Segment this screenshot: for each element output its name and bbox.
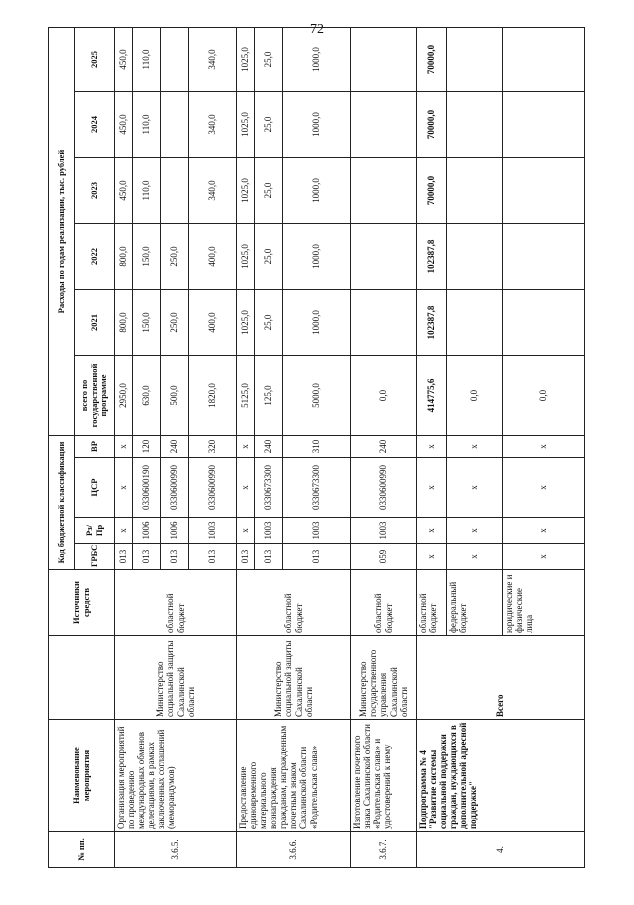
cell-year: 1000,0 [283,28,351,92]
cell-csr: 0330673300 [283,458,351,518]
cell-vr: 240 [255,436,283,458]
cell-vr: х [503,436,585,458]
cell-rzpr: х [237,518,255,544]
cell-year: 1000,0 [283,290,351,356]
cell-total: 500,0 [161,356,189,436]
row-source: областной бюджет [351,570,417,636]
cell-grbs: х [447,544,503,570]
cell-year: 800,0 [115,224,133,290]
program-total-label: Всего [417,636,585,720]
row-number: 3.6.7. [351,832,417,868]
cell-year: 102387,8 [417,224,447,290]
cell-year: 340,0 [189,28,237,92]
cell-grbs: 013 [283,544,351,570]
header-executor [49,636,115,720]
cell-grbs: 013 [255,544,283,570]
header-year: 2025 [75,28,115,92]
cell-total: 125,0 [255,356,283,436]
header-source: Источники средств [49,570,115,636]
cell-year [351,290,417,356]
cell-vr: 310 [283,436,351,458]
header-year: 2022 [75,224,115,290]
cell-year: 450,0 [115,92,133,158]
cell-year: 150,0 [133,290,161,356]
row-executor: Министерство государственного управления Сахалинской области [351,636,417,720]
cell-year: 1025,0 [237,290,255,356]
header-num: № пп. [49,832,115,868]
row-name: Организация мероприятий по проведению международных обменов делегациями, в рамках заключенных соглашений (меморандумов) [115,720,237,832]
cell-year [447,92,503,158]
cell-rzpr: х [417,518,447,544]
cell-year: 25,0 [255,224,283,290]
cell-year: 250,0 [161,290,189,356]
cell-rzpr: х [115,518,133,544]
cell-csr: х [503,458,585,518]
cell-year [351,224,417,290]
cell-csr: х [237,458,255,518]
row-executor: Министерство социальной защиты Сахалинской области [237,636,351,720]
cell-vr: х [417,436,447,458]
cell-year: 340,0 [189,158,237,224]
cell-rzpr: х [503,518,585,544]
cell-year [503,92,585,158]
row-executor: Министерство социальной защиты Сахалинской области [115,636,237,720]
header-budget-code: Код бюджетной классификации [49,436,75,570]
table-row [237,28,255,868]
cell-year [161,92,189,158]
header-total: всего по государственной программе [75,356,115,436]
cell-year: 1025,0 [237,158,255,224]
cell-year: 25,0 [255,158,283,224]
cell-year: 250,0 [161,224,189,290]
cell-grbs: х [503,544,585,570]
cell-year: 70000,0 [417,92,447,158]
rotated-table-wrapper [48,28,583,868]
cell-vr: 120 [133,436,161,458]
row-source: федеральный бюджет [447,570,503,636]
cell-year: 150,0 [133,224,161,290]
cell-year [447,158,503,224]
cell-year: 110,0 [133,158,161,224]
row-number: 3.6.6. [237,832,351,868]
cell-year [351,28,417,92]
cell-total: 414775,6 [417,356,447,436]
cell-year: 70000,0 [417,158,447,224]
header-rzpr: Рз/ Пр [75,518,115,544]
cell-year: 1000,0 [283,158,351,224]
header-grbs: ГРБС [75,544,115,570]
cell-year: 1025,0 [237,28,255,92]
cell-vr: х [115,436,133,458]
header-expenses: Расходы по годам реализации, тыс. рублей [49,28,75,436]
program-name: Подпрограмма № 4 "Развитие системы социальной поддержки граждан, нуждающихся в дополнительной адресной поддержке" [417,720,585,832]
cell-rzpr: 1003 [351,518,417,544]
cell-year: 450,0 [115,158,133,224]
cell-year: 110,0 [133,28,161,92]
cell-year: 400,0 [189,290,237,356]
cell-vr: 240 [161,436,189,458]
cell-rzpr: 1003 [283,518,351,544]
cell-csr: 0330600990 [351,458,417,518]
table-row [115,28,133,868]
cell-csr: 0330600990 [189,458,237,518]
cell-year: 340,0 [189,92,237,158]
cell-year [503,290,585,356]
row-source: областной бюджет [115,570,237,636]
cell-grbs: х [417,544,447,570]
cell-vr: х [447,436,503,458]
cell-csr: х [447,458,503,518]
cell-vr: х [237,436,255,458]
cell-vr: 240 [351,436,417,458]
row-name: Предоставление единовременного материального вознаграждения гражданам, награжденным почетным знаком Сахалинской области «Родительская слава» [237,720,351,832]
cell-year: 1025,0 [237,224,255,290]
row-number: 4. [417,832,585,868]
cell-year [447,224,503,290]
cell-rzpr: 1003 [255,518,283,544]
cell-year: 1025,0 [237,92,255,158]
table-row [417,28,447,868]
header-csr: ЦСР [75,458,115,518]
cell-total: 5125,0 [237,356,255,436]
cell-year: 102387,8 [417,290,447,356]
cell-year [503,28,585,92]
cell-year: 110,0 [133,92,161,158]
cell-csr: х [115,458,133,518]
cell-year [351,92,417,158]
cell-csr: 0330600190 [133,458,161,518]
cell-rzpr: 1006 [133,518,161,544]
cell-year: 25,0 [255,92,283,158]
cell-csr: х [417,458,447,518]
header-name: Наименование мероприятия [49,720,115,832]
cell-total: 1820,0 [189,356,237,436]
cell-grbs: 059 [351,544,417,570]
header-year: 2021 [75,290,115,356]
budget-table [48,27,585,868]
cell-year [161,28,189,92]
row-number: 3.6.5. [115,832,237,868]
row-source: областной бюджет [417,570,447,636]
cell-total: 5000,0 [283,356,351,436]
cell-year: 70000,0 [417,28,447,92]
cell-grbs: 013 [161,544,189,570]
cell-year [503,224,585,290]
cell-year [447,28,503,92]
cell-grbs: 013 [237,544,255,570]
cell-year: 25,0 [255,28,283,92]
cell-csr: 0330600990 [161,458,189,518]
cell-year: 400,0 [189,224,237,290]
cell-rzpr: 1006 [161,518,189,544]
row-source: юридические и физические лица [503,570,585,636]
cell-year [351,158,417,224]
row-name: Изготовление почетного знака Сахалинской области «Родительская слава» и удостоверений к нему [351,720,417,832]
cell-grbs: 013 [189,544,237,570]
cell-total: 2950,0 [115,356,133,436]
cell-vr: 320 [189,436,237,458]
row-source: областной бюджет [237,570,351,636]
cell-rzpr: х [447,518,503,544]
cell-year: 1000,0 [283,224,351,290]
cell-year: 800,0 [115,290,133,356]
cell-year: 25,0 [255,290,283,356]
cell-total: 0,0 [447,356,503,436]
cell-grbs: 013 [133,544,161,570]
cell-year [447,290,503,356]
header-year: 2024 [75,92,115,158]
cell-csr: 0330673300 [255,458,283,518]
page-number: 72 [310,22,324,37]
cell-year: 1000,0 [283,92,351,158]
cell-year [503,158,585,224]
cell-year: 450,0 [115,28,133,92]
cell-total: 0,0 [351,356,417,436]
cell-total: 0,0 [503,356,585,436]
cell-grbs: 013 [115,544,133,570]
cell-year [161,158,189,224]
cell-rzpr: 1003 [189,518,237,544]
header-vr: ВР [75,436,115,458]
cell-total: 630,0 [133,356,161,436]
table-row [351,28,417,868]
header-year: 2023 [75,158,115,224]
